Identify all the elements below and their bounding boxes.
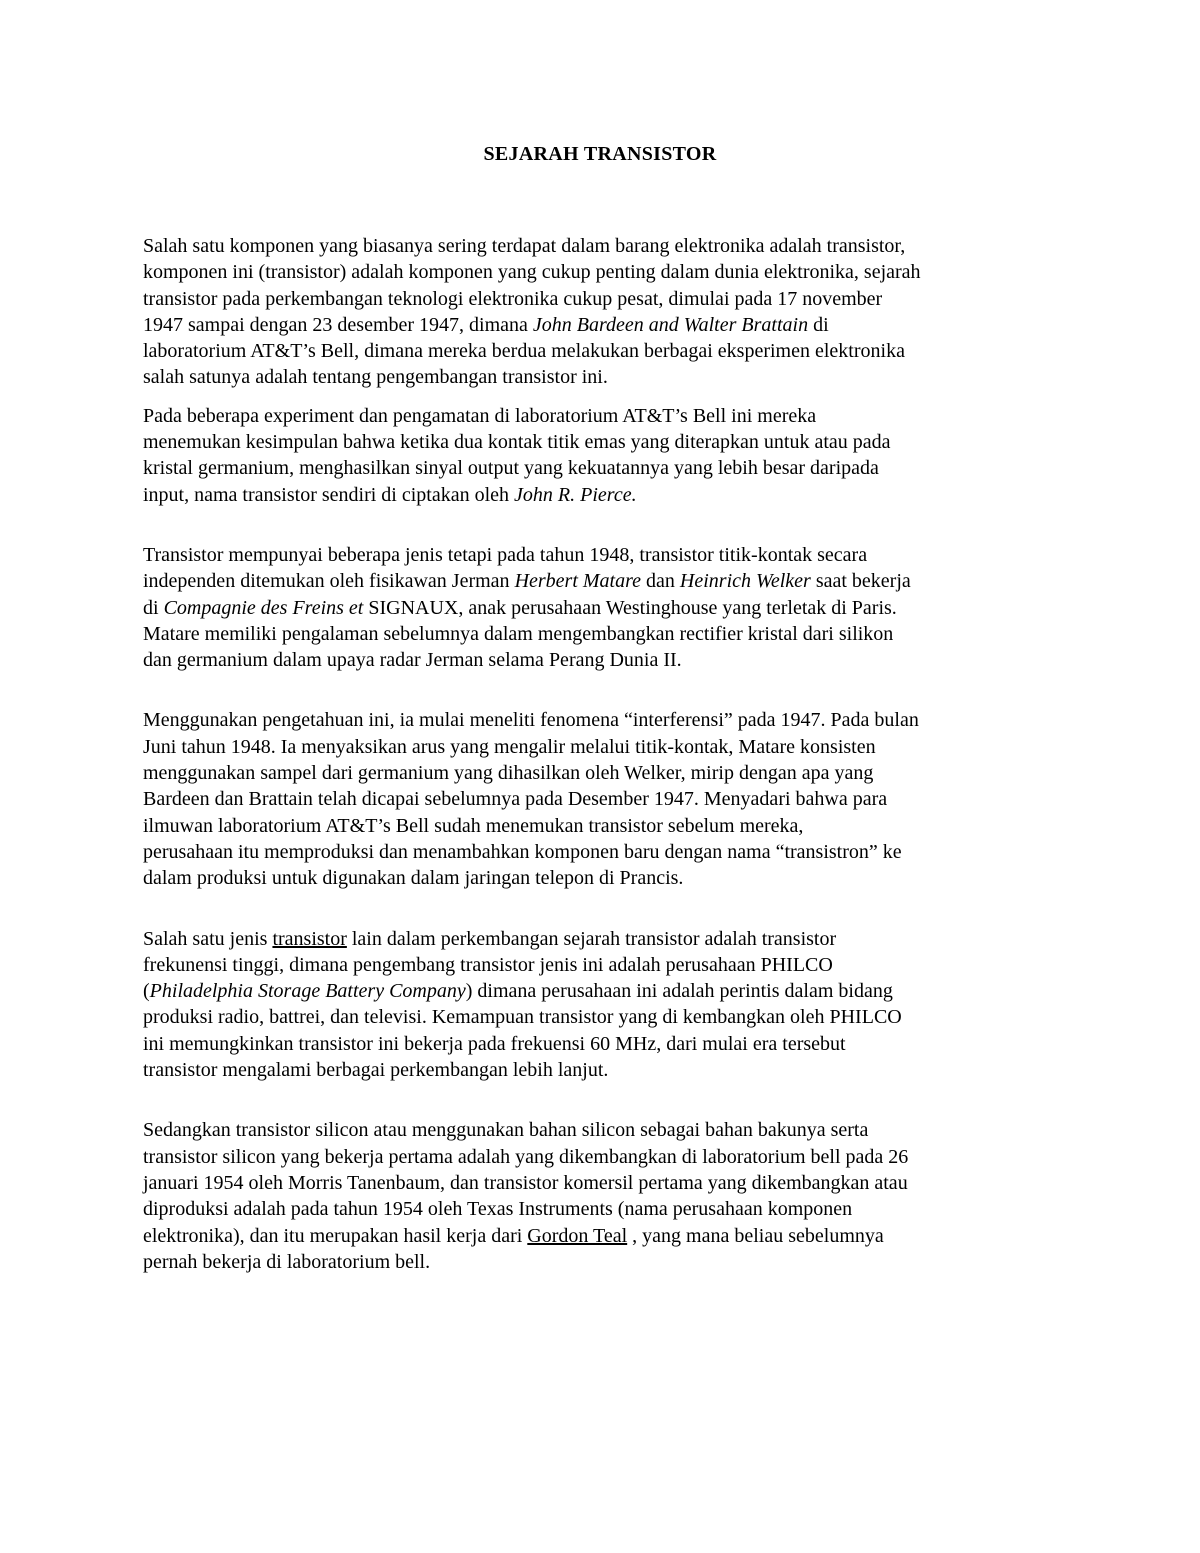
paragraph-spacer: [143, 673, 1063, 707]
paragraph-5-line-3: [143, 978, 1063, 1004]
paragraph-5-line-1: [143, 926, 1063, 952]
paragraph-2-line-4: [143, 482, 1063, 508]
paragraph-3-line-3: [143, 595, 1063, 621]
paragraph-6-line-5: [143, 1223, 1063, 1249]
paragraph-4-line-5: ilmuwan laboratorium AT&T’s Bell sudah menemukan transistor sebelum mereka,: [143, 814, 804, 837]
text-run: elektronika), dan itu merupakan hasil kerja dari: [143, 1224, 528, 1247]
text-run: di: [808, 313, 829, 336]
document-title: SEJARAH TRANSISTOR: [483, 143, 717, 165]
text-run: (: [143, 980, 150, 1003]
paragraph-5: [143, 926, 1063, 1084]
paragraph-2-line-1: Pada beberapa experiment dan pengamatan di laboratorium AT&T’s Bell ini mereka: [143, 404, 817, 427]
transistor-link[interactable]: transistor: [272, 927, 347, 950]
paragraph-2: [143, 403, 1063, 508]
paragraph-4-line-1: Menggunakan pengetahuan ini, ia mulai meneliti fenomena “interferensi” pada 1947. Pada bulan: [143, 709, 919, 732]
paragraph-4-line-3: menggunakan sampel dari germanium yang dihasilkan oleh Welker, mirip dengan apa yang: [143, 762, 874, 785]
paragraph-3: [143, 542, 1063, 673]
paragraph-6-line-6: pernah bekerja di laboratorium bell.: [143, 1250, 431, 1273]
paragraph-5-line-4: produksi radio, battrei, dan televisi. Kemampuan transistor yang di kembangkan oleh PHILCO: [143, 1006, 902, 1029]
document-body: [143, 233, 1063, 1275]
paragraph-spacer: [143, 1083, 1063, 1117]
paragraph-3-line-1: Transistor mempunyai beberapa jenis tetapi pada tahun 1948, transistor titik-kontak secara: [143, 543, 868, 566]
paragraph-1-line-2: komponen ini (transistor) adalah komponen yang cukup penting dalam dunia elektronika, sejarah: [143, 261, 921, 284]
person-name-italic: Heinrich Welker: [679, 570, 811, 593]
paragraph-1-line-6: salah satunya adalah tentang pengembangan transistor ini.: [143, 366, 608, 389]
gordon-teal-link[interactable]: Gordon Teal: [527, 1224, 628, 1247]
text-run: input, nama transistor sendiri di ciptakan oleh: [143, 483, 515, 506]
paragraph-spacer: [143, 391, 1063, 403]
person-names-italic: John Bardeen and Walter Brattain: [532, 313, 809, 336]
text-run: di: [143, 596, 164, 619]
paragraph-4: [143, 707, 1063, 891]
paragraph-spacer: [143, 508, 1063, 542]
paragraph-2-line-3: kristal germanium, menghasilkan sinyal output yang kekuatannya yang lebih besar daripada: [143, 457, 879, 480]
paragraph-6-line-3: januari 1954 oleh Morris Tanenbaum, dan transistor komersil pertama yang dikembangkan atau: [143, 1171, 908, 1194]
text-run: Salah satu jenis: [143, 927, 273, 950]
paragraph-1-line-4: [143, 312, 1063, 338]
paragraph-1-line-1: Salah satu komponen yang biasanya sering terdapat dalam barang elektronika adalah transistor,: [143, 235, 906, 257]
text-run: saat bekerja: [810, 570, 911, 593]
text-run: lain dalam perkembangan sejarah transistor adalah transistor: [346, 927, 837, 950]
paragraph-3-line-5: dan germanium dalam upaya radar Jerman selama Perang Dunia II.: [143, 649, 682, 672]
text-run: ) dimana perusahaan ini adalah perintis dalam bidang: [465, 980, 893, 1003]
paragraph-4-line-6: perusahaan itu memproduksi dan menambahkan komponen baru dengan nama “transistron” ke: [143, 840, 902, 863]
person-name-italic: Herbert Matare: [514, 570, 642, 593]
paragraph-spacer: [143, 892, 1063, 926]
paragraph-4-line-7: dalam produksi untuk digunakan dalam jaringan telepon di Prancis.: [143, 867, 684, 890]
paragraph-2-line-2: menemukan kesimpulan bahwa ketika dua kontak titik emas yang diterapkan untuk atau pada: [143, 431, 891, 454]
text-run: independen ditemukan oleh fisikawan Jerman: [143, 570, 515, 593]
paragraph-6-line-4: diproduksi adalah pada tahun 1954 oleh Texas Instruments (nama perusahaan komponen: [143, 1198, 853, 1221]
paragraph-5-line-2: frekunensi tinggi, dimana pengembang transistor jenis ini adalah perusahaan PHILCO: [143, 953, 833, 976]
paragraph-1-line-3: transistor pada perkembangan teknologi elektronika cukup pesat, dimulai pada 17 november: [143, 287, 883, 310]
paragraph-1-line-5: laboratorium AT&T’s Bell, dimana mereka berdua melakukan berbagai eksperimen elektronika: [143, 340, 905, 363]
paragraph-1: [143, 233, 1063, 391]
text-run: 1947 sampai dengan 23 desember 1947, dimana: [143, 313, 533, 336]
person-name-italic: John R. Pierce.: [514, 483, 637, 506]
paragraph-4-line-2: Juni tahun 1948. Ia menyaksikan arus yang mengalir melalui titik-kontak, Matare konsisten: [143, 735, 876, 758]
paragraph-5-line-6: transistor mengalami berbagai perkembangan lebih lanjut.: [143, 1059, 609, 1082]
company-name-italic: Philadelphia Storage Battery Company: [149, 980, 466, 1003]
paragraph-4-line-4: Bardeen dan Brattain telah dicapai sebelumnya pada Desember 1947. Menyadari bahwa para: [143, 788, 888, 811]
text-run: SIGNAUX, anak perusahaan Westinghouse yang terletak di Paris.: [363, 596, 897, 619]
text-run: , yang mana beliau sebelumnya: [627, 1224, 884, 1247]
company-name-italic: Compagnie des Freins et: [163, 596, 364, 619]
paragraph-6-line-2: transistor silicon yang bekerja pertama adalah yang dikembangkan di laboratorium bell pada 26: [143, 1145, 909, 1168]
paragraph-6: [143, 1117, 1063, 1275]
text-run: dan: [641, 570, 680, 593]
paragraph-6-line-1: Sedangkan transistor silicon atau menggunakan bahan silicon sebagai bahan bakunya serta: [143, 1119, 869, 1142]
paragraph-3-line-2: [143, 568, 1063, 594]
paragraph-3-line-4: Matare memiliki pengalaman sebelumnya dalam mengembangkan rectifier kristal dari silikon: [143, 622, 894, 645]
paragraph-5-line-5: ini memungkinkan transistor ini bekerja pada frekuensi 60 MHz, dari mulai era tersebut: [143, 1032, 846, 1055]
